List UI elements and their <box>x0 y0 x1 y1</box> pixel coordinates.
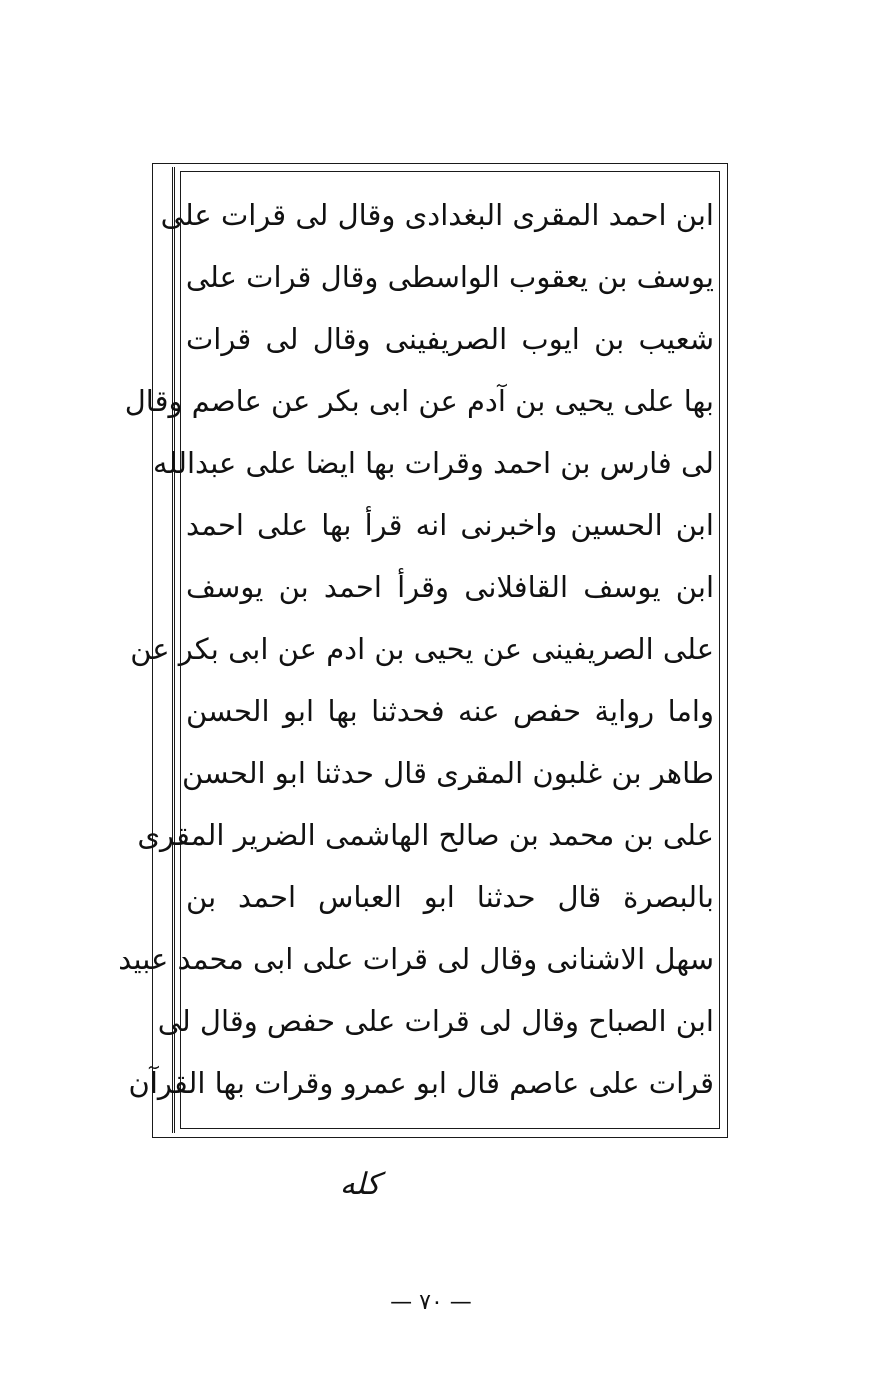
text-line: سهل الاشنانى وقال لى قرات على ابى محمد عبيد <box>118 942 714 976</box>
text-line: ابن الحسين واخبرنى انه قرأ بها على احمد <box>186 508 714 542</box>
text-line: واما رواية حفص عنه فحدثنا بها ابو الحسن <box>186 694 714 728</box>
page-number: — ٧٠ — <box>390 1290 472 1315</box>
text-line: طاهر بن غلبون المقرى قال حدثنا ابو الحسن <box>182 756 714 790</box>
text-line: على بن محمد بن صالح الهاشمى الضرير المقرى <box>137 818 714 852</box>
text-line: لى فارس بن احمد وقرات بها ايضا على عبدالله <box>153 446 714 480</box>
text-line: يوسف بن يعقوب الواسطى وقال قرات على <box>185 260 714 294</box>
text-line: شعيب بن ايوب الصريفينى وقال لى قرات <box>186 322 714 356</box>
text-line: بها على يحيى بن آدم عن ابى بكر عن عاصم وقال <box>124 384 714 418</box>
manuscript-text <box>118 184 714 1114</box>
catchword: كله <box>339 1167 381 1202</box>
text-line: ابن احمد المقرى البغدادى وقال لى قرات على <box>160 198 714 232</box>
text-line: على الصريفينى عن يحيى بن ادم عن ابى بكر عن <box>130 632 714 666</box>
text-line: قرات على عاصم قال ابو عمرو وقرات بها القرآن <box>128 1066 714 1100</box>
text-line: ابن الصباح وقال لى قرات على حفص وقال لى <box>157 1004 714 1038</box>
text-line: ابن يوسف القافلانى وقرأ احمد بن يوسف <box>186 570 714 604</box>
text-line: بالبصرة قال حدثنا ابو العباس احمد بن <box>186 880 714 914</box>
